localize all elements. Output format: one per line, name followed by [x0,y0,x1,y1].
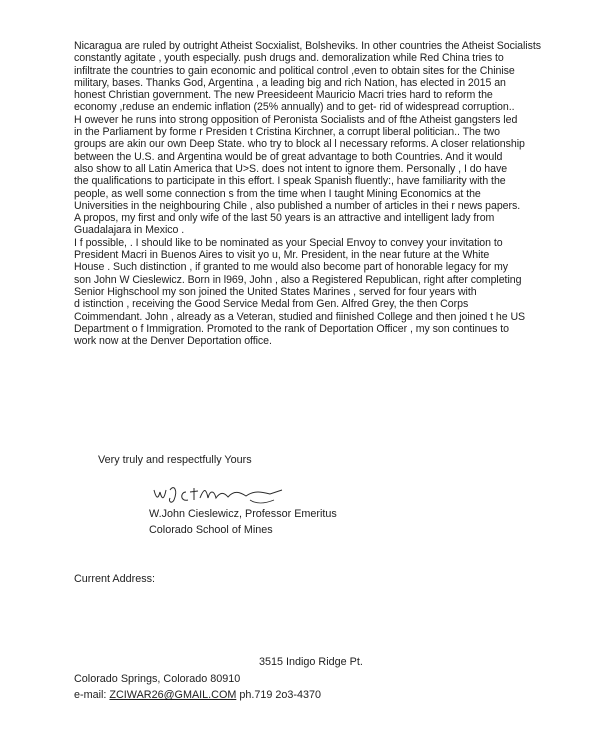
body-line: between the U.S. and Argentina would be of great advantage to both Countries. And it would [74,150,503,163]
email-link[interactable]: ZCIWAR26@GMAIL.COM [109,689,237,701]
body-line: also show to all Latin America that U>S. does not intent to ignore them. Personally , I do have [74,162,508,175]
body-line: Universities in the neighbouring Chile , also published a number of articles in thei r news papers. [74,199,521,212]
address-label: Current Address: [74,573,156,585]
body-line: honest Christian government. The new Preesideent Mauricio Macri tries hard to reform the [74,89,493,102]
body-line: work now at the Denver Deportation office. [74,335,272,348]
body-line: House . Such distinction , if granted to me would also become part of honorable legacy for my [74,261,509,274]
body-line: the qualifications to participate in this effort. I speak Spanish fluently:, have familiarity with the [74,175,506,188]
body-line: Nicaragua are ruled by outright Atheist Socxialist, Bolsheviks. In other countries the Atheist Socialists [74,40,542,52]
body-line: military, bases. Thanks God, Argentina , a leading big and rich Nation, has elected in 2015 an [74,76,506,89]
body-line: groups are akin our own Deep State. who try to block al l necessary reforms. A closer relationship [74,138,525,151]
body-line: Senior Highschool my son joined the United States Marines , served for four years with [74,285,477,298]
email-prefix: e-mail: [74,689,110,701]
body-line: President Macri in Buenos Aires to visit yo u, Mr. President, in the near future at the White [74,249,490,262]
body-line: A propos, my first and only wife of the last 50 years is an attractive and intelligent lady from [74,212,495,225]
body-line: H owever he runs into strong opposition of Peronista Socialists and of fthe Atheist gangsters led [74,113,518,126]
address-street: 3515 Indigo Ridge Pt. [259,656,363,668]
body-line: son John W Cieslewicz. Born in l969, John , also a Registered Republican, right after completing [74,273,522,286]
body-line: Coimmendant. John , already as a Veteran, studied and fiinished College and then joined t he US [74,310,526,323]
body-line: Department o f Immigration. Promoted to the rank of Deportation Officer , my son continues to [74,322,510,335]
body-line: people, as well some connection s from the time when I taught Mining Economics at the [74,187,481,200]
body-line: I f possible, . I should like to be nominated as your Special Envoy to convey your invitation to [74,236,503,249]
phone-number: ph.719 2o3-4370 [236,689,321,701]
address-city: Colorado Springs, Colorado 80910 [74,673,241,685]
closing-line: Very truly and respectfully Yours [98,454,252,466]
body-line: economy ,reduse an endemic inflation (25% annually) and to get- rid of widespread corruption.. [74,101,515,114]
body-line: constantly agitate , youth especially. push drugs and. demoralization while Red China tries to [74,52,504,65]
body-line: d istinction , receiving the Good Service Medal from Gen. Alfred Grey, the then Corps [74,298,469,311]
contact-line [74,689,321,701]
body-line: in the Parliament by forme r Presiden t Cristina Kirchner, a corrupt liberal politician.. The two [74,126,500,139]
body-line: Guadalajara in Mexico . [74,224,185,237]
signer-organization: Colorado School of Mines [149,524,273,536]
signer-name: W.John Cieslewicz, Professor Emeritus [149,508,337,520]
letter-body [74,40,594,347]
handwritten-signature [150,480,300,508]
body-line: infiltrate the countries to gain economic and political control ,even to obtain sites for the Chinise [74,64,515,77]
